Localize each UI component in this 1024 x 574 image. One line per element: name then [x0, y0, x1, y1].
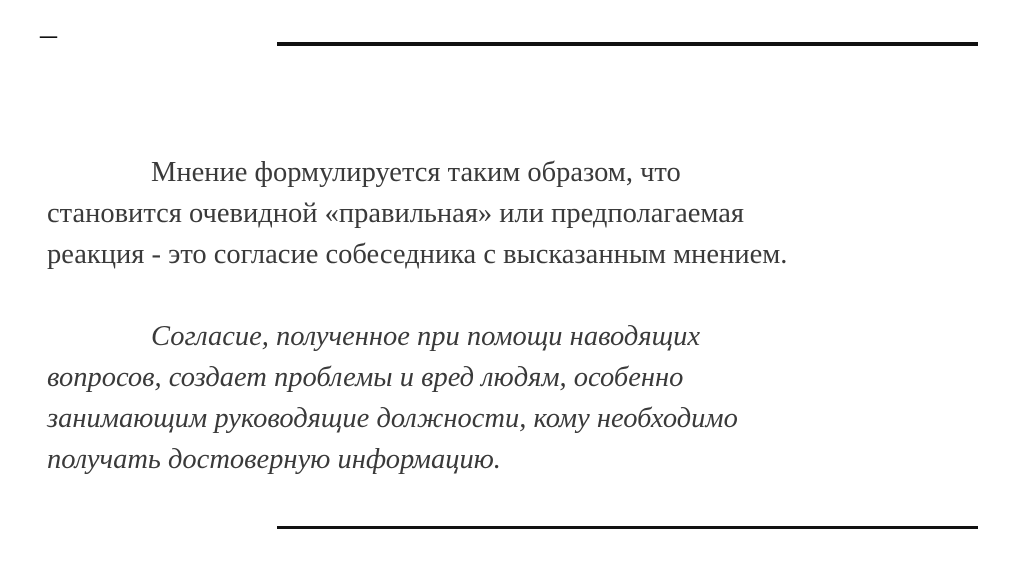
bottom-rule	[277, 526, 978, 529]
top-rule	[277, 42, 978, 46]
paragraph-line: получать достоверную информацию.	[47, 444, 501, 475]
paragraph-opinion	[47, 152, 977, 275]
paragraph-line: реакция - это согласие собеседника с высказанным мнением.	[47, 239, 788, 270]
paragraph-line: Согласие, полученное при помощи наводящих	[151, 321, 701, 352]
paragraph-consent	[47, 316, 977, 480]
paragraph-line: занимающим руководящие должности, кому необходимо	[47, 403, 738, 434]
dash-mark: –	[40, 16, 57, 53]
paragraph-line: вопросов, создает проблемы и вред людям, особенно	[47, 362, 684, 393]
paragraph-line: становится очевидной «правильная» или предполагаемая	[47, 198, 745, 229]
paragraph-line: Мнение формулируется таким образом, что	[151, 157, 681, 188]
